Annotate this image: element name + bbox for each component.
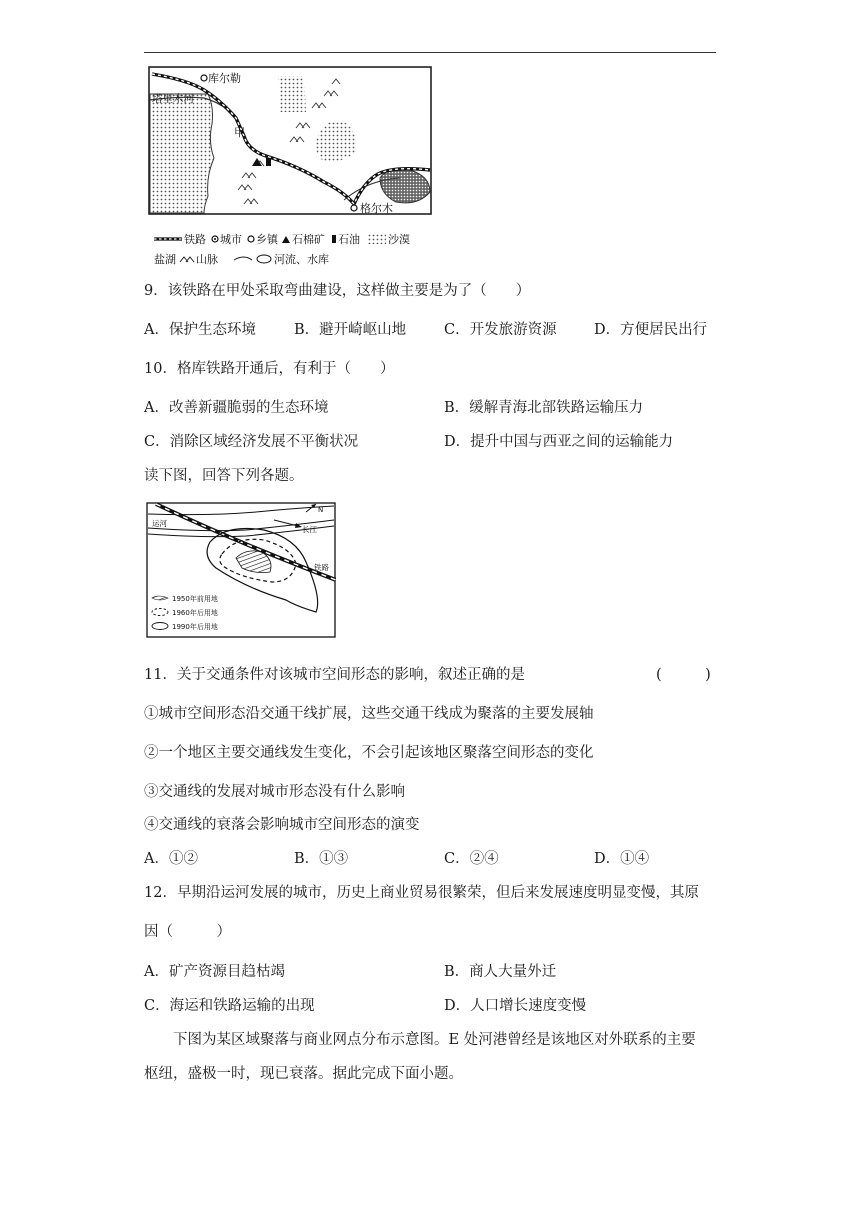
railway-map: [148, 66, 432, 216]
label-railway: 铁路: [314, 563, 329, 572]
q12-option-a[interactable]: A．矿产资源目趋枯竭: [144, 964, 285, 980]
q9-option-b[interactable]: B．避开崎岖山地: [294, 322, 407, 338]
legend-1960: 1960年后用地: [172, 609, 218, 617]
label-canal: 运河: [152, 519, 167, 528]
legend-river-reservoir: 河流、水库: [274, 253, 329, 266]
q11-option-c[interactable]: C．②④: [444, 851, 499, 867]
q11-statement-2: ②一个地区主要交通线发生变化，不会引起该地区聚落空间形态的变化: [144, 745, 594, 761]
q10-option-c[interactable]: C．消除区域经济发展不平衡状况: [144, 434, 359, 450]
q12-option-d[interactable]: D．人口增长速度变慢: [444, 998, 587, 1014]
q10-option-d[interactable]: D．提升中国与西亚之间的运输能力: [444, 434, 674, 450]
legend-salt-lake: 盐湖: [154, 253, 176, 266]
intro-settlement-line1: 下图为某区域聚落与商业网点分布示意图。E 处河港曾经是该地区对外联系的主要: [173, 1032, 696, 1048]
intro-read-figure: 读下图，回答下列各题。: [144, 468, 304, 484]
q11-statement-1: ①城市空间形态沿交通干线扩展，这些交通干线成为聚落的主要发展轴: [144, 706, 594, 722]
q11-option-d[interactable]: D．①④: [594, 851, 650, 867]
q12-stem-line1: 12．早期沿运河发展的城市，历史上商业贸易很繁荣，但后来发展速度明显变慢，其原: [144, 885, 699, 901]
q10-stem: 10．格库铁路开通后，有利于（ ）: [144, 361, 395, 377]
q11-answer-paren: ( ): [656, 667, 711, 683]
q12-stem-line2: 因（ ）: [144, 924, 231, 940]
q11-statement-3: ③交通线的发展对城市形态没有什么影响: [144, 784, 405, 800]
city-expansion-map: [146, 502, 336, 638]
q11-statement-4: ④交通线的衰落会影响城市空间形态的演变: [144, 817, 420, 833]
label-tarim-river: 塔里木河: [152, 93, 194, 105]
railway-map-legend: [152, 230, 442, 270]
legend-1950: 1950年前用地: [172, 595, 218, 603]
label-jia: 甲: [234, 126, 245, 139]
legend-town: 乡镇: [256, 233, 278, 246]
city-golmud-icon: [351, 205, 357, 211]
legend-desert: 沙漠: [388, 233, 410, 246]
legend-oil: 石油: [338, 233, 360, 246]
q9-stem: 9．该铁路在甲处采取弯曲建设，这样做主要是为了（ ）: [144, 283, 531, 299]
q10-option-b[interactable]: B．缓解青海北部铁路运输压力: [444, 400, 644, 416]
q12-option-b[interactable]: B．商人大量外迁: [444, 964, 557, 980]
q9-option-a[interactable]: A．保护生态环境: [144, 322, 256, 338]
q11-option-a[interactable]: A．①②: [144, 851, 198, 867]
north-label: N: [318, 506, 324, 514]
legend-city: 城市: [220, 233, 242, 246]
q11-option-b[interactable]: B．①③: [294, 851, 349, 867]
legend-asbestos: 石棉矿: [292, 233, 325, 246]
q12-option-c[interactable]: C．海运和铁路运输的出现: [144, 998, 315, 1014]
q10-option-a[interactable]: A．改善新疆脆弱的生态环境: [144, 400, 329, 416]
label-korla: 库尔勒: [208, 72, 241, 85]
header-rule: [144, 52, 716, 53]
oil-icon: [266, 158, 271, 166]
label-yangtze: 长江: [302, 525, 317, 534]
q11-stem: 11．关于交通条件对该城市空间形态的影响，叙述正确的是: [144, 667, 525, 683]
legend-1990: 1990年后用地: [172, 623, 218, 631]
label-golmud: 格尔木: [360, 202, 393, 215]
legend-railway: 铁路: [184, 233, 206, 246]
city-korla-icon: [201, 75, 207, 81]
q9-option-d[interactable]: D．方便居民出行: [594, 322, 708, 338]
intro-settlement-line2: 枢纽，盛极一时，现已衰落。据此完成下面小题。: [144, 1066, 463, 1082]
q9-option-c[interactable]: C．开发旅游资源: [444, 322, 557, 338]
legend-mountain: 山脉: [196, 253, 218, 266]
